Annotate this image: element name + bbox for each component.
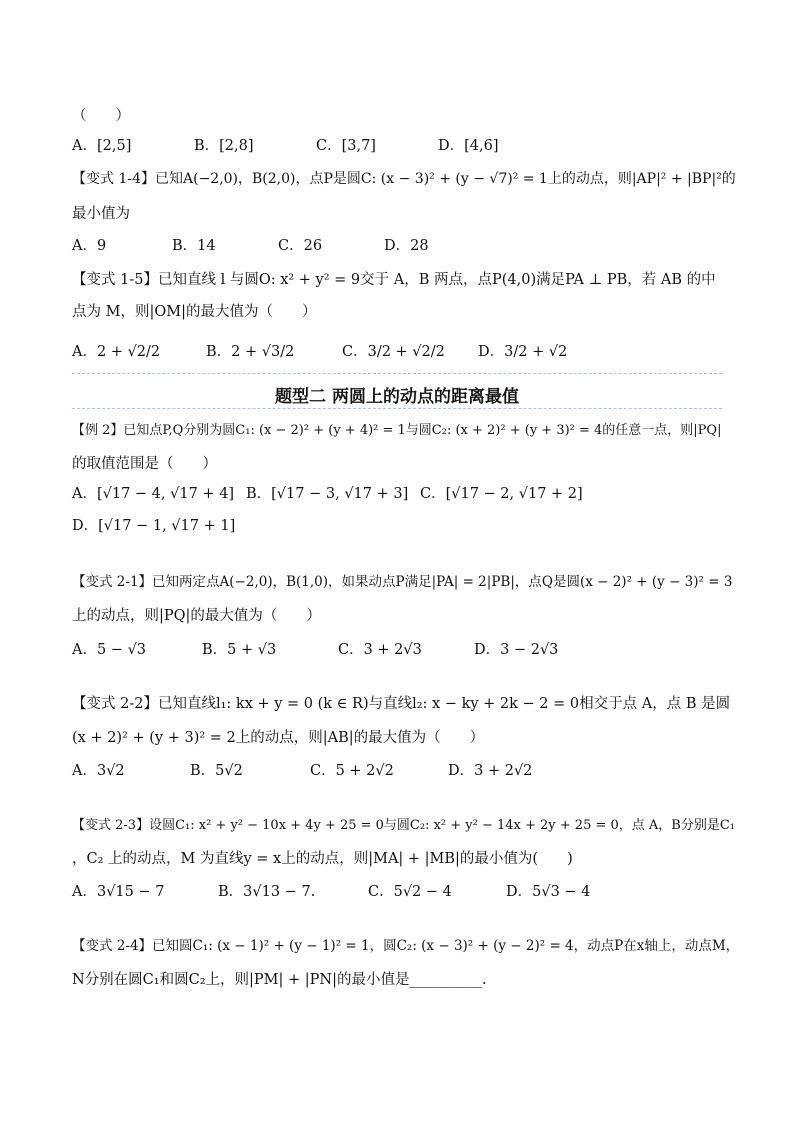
- options-2-2: [72, 759, 732, 781]
- section-divider-top: [72, 373, 722, 374]
- variant-1-5-line-2: 点为 M，则|OM|的最大值为（ ）: [72, 304, 317, 320]
- option-a: A．9: [72, 238, 107, 254]
- variant-2-4-line-1: 【变式 2-4】已知圆C₁: (x − 1)² + (y − 1)² = 1，圆C₂: (x − 3)² + (y − 2)² = 4，动点P在x轴上，动点M，: [72, 938, 740, 954]
- option-b: B．2 + √3/2: [206, 344, 295, 360]
- variant-2-3-line-1: 【变式 2-3】设圆C₁: x² + y² − 10x + 4y + 25 = 0与圆C₂: x² + y² − 14x + 2y + 25 = 0，点 A，B分别是C₁: [72, 818, 736, 833]
- option-d: D．5√3 − 4: [506, 884, 591, 900]
- option-a: A．3√2: [72, 763, 125, 779]
- section-title: 题型二 两圆上的动点的距离最值: [275, 387, 519, 407]
- option-d: D．3 + 2√2: [448, 763, 533, 779]
- option-a: A．[√17 − 4, √17 + 4]: [72, 486, 235, 502]
- example-2-line-1: 【例 2】已知点P,Q分别为圆C₁: (x − 2)² + (y + 4)² = 1与圆C₂: (x + 2)² + (y + 3)² = 4的任意一点，则|PQ|: [72, 423, 722, 438]
- option-b: B．[√17 − 3, √17 + 3]: [246, 486, 409, 502]
- example-2-line-2: 的取值范围是（ ）: [72, 456, 217, 472]
- option-a: A．5 − √3: [72, 642, 147, 658]
- section-divider-bottom: [72, 408, 722, 409]
- variant-2-1-line-1: 【变式 2-1】已知两定点A(−2,0)，B(1,0)，如果动点P满足|PA| = 2|PB|，点Q是圆(x − 2)² + (y − 3)² = 3: [72, 574, 733, 590]
- option-c: C．3 + 2√3: [338, 642, 422, 658]
- options-ex2: [72, 482, 732, 504]
- option-c: C．5√2 − 4: [368, 884, 452, 900]
- option-b: B．5 + √3: [202, 642, 277, 658]
- option-c: C．3/2 + √2/2: [342, 344, 445, 360]
- option-d: D．3/2 + √2: [478, 344, 568, 360]
- option-b: B．3√13 − 7.: [218, 884, 316, 900]
- option-b: B．[2,8]: [194, 138, 254, 154]
- options-2-1: [72, 638, 732, 660]
- option-d: D．28: [384, 238, 429, 254]
- paren-line: （ ）: [72, 108, 130, 124]
- options-1-5: [72, 340, 732, 362]
- option-d: D．3 − 2√3: [474, 642, 559, 658]
- variant-1-5-line-1: 【变式 1-5】已知直线 l 与圆O: x² + y² = 9交于 A，B 两点，点P(4,0)满足PA ⊥ PB，若 AB 的中: [72, 272, 716, 288]
- options-1-4: [72, 234, 732, 256]
- option-d: D．[4,6]: [438, 138, 499, 154]
- option-c: C．5 + 2√2: [310, 763, 394, 779]
- variant-2-4-line-2: N分别在圆C₁和圆C₂上，则|PM| + |PN|的最小值是__________.: [72, 972, 487, 988]
- variant-2-3-line-2: ，C₂ 上的动点，M 为直线y = x上的动点，则|MA| + |MB|的最小值为( ): [72, 851, 573, 867]
- option-b: B．14: [172, 238, 216, 254]
- options-2-3: [72, 880, 732, 902]
- variant-1-4-line-1: 【变式 1-4】已知A(−2,0)，B(2,0)，点P是圆C: (x − 3)² + (y − √7)² = 1上的动点，则|AP|² + |BP|²的: [72, 171, 736, 187]
- variant-2-1-line-2: 上的动点，则|PQ|的最大值为（ ）: [72, 608, 321, 624]
- variant-2-2-line-2: (x + 2)² + (y + 3)² = 2上的动点，则|AB|的最大值为（ ）: [72, 730, 485, 746]
- options-q0: [72, 134, 732, 156]
- option-d: D．[√17 − 1, √17 + 1]: [72, 518, 236, 534]
- option-c: C．26: [278, 238, 323, 254]
- variant-1-4-line-2: 最小值为: [72, 206, 130, 222]
- variant-2-2-line-1: 【变式 2-2】已知直线l₁: kx + y = 0 (k ∈ R)与直线l₂: x − ky + 2k − 2 = 0相交于点 A，点 B 是圆: [72, 696, 731, 712]
- option-a: A．2 + √2/2: [72, 344, 161, 360]
- option-a: A．[2,5]: [72, 138, 132, 154]
- option-a: A．3√15 − 7: [72, 884, 165, 900]
- option-b: B．5√2: [190, 763, 243, 779]
- option-c: C．[√17 − 2, √17 + 2]: [420, 486, 583, 502]
- option-c: C．[3,7]: [316, 138, 376, 154]
